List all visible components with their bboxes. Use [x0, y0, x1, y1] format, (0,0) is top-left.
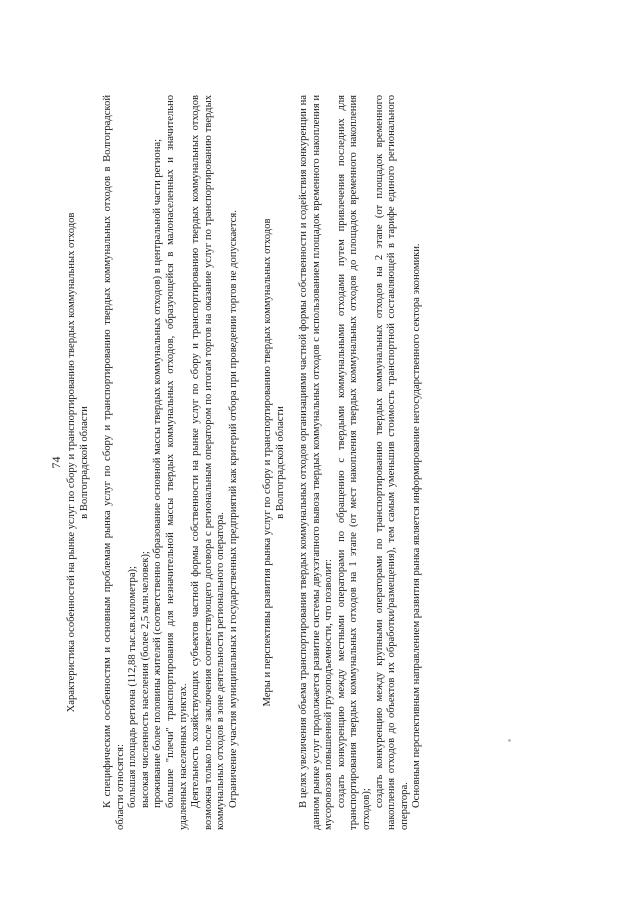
intro-paragraph: В целях увеличения объема транспортирования твердых коммунальных отходов организациями частной формы собственности и содействия конкуренции на данном рынке услуг продолжается развитие системы двухэтапного вывоза твердых коммунальных отходов с использованием площадок временного накопления и мусоровозов повышенной грузоподъемности, что позволит:	[298, 95, 335, 830]
section-title-line: в Волгоградской области	[274, 406, 286, 519]
section-title-line: в Волгоградской области	[78, 406, 90, 519]
section-title-measures	[262, 135, 287, 790]
list-item: проживание более половины жителей (соответственно образование основной массы твердых коммунальных отходов) в центральной части региона;	[152, 138, 164, 808]
rotated-landscape-page	[50, 95, 535, 830]
section-body-characteristics	[102, 95, 241, 830]
list-item: большие "плечи" транспортирования для незначительной массы твердых коммунальных отходов, образующейся в малонаселенных и значительно удаленных населенных пунктах.	[164, 95, 189, 830]
conclusion-paragraph: Основным перспективным направлением развития рынка является информирование негосударственного сектора экономики.	[411, 243, 423, 808]
scan-speck	[508, 739, 511, 742]
section-title-characteristics	[66, 135, 91, 790]
section-body-measures	[298, 95, 424, 830]
list-item: большая площадь региона (112,88 тыс.кв.километра);	[127, 565, 139, 808]
section-title-line: Характеристика особенностей на рынке услуг по сбору и транспортированию твердых коммунальных отходов	[66, 212, 77, 713]
list-item: создать конкуренцию между местными операторами по обращению с твердыми коммунальными отходами путем привлечения последних для транспортирования твердых коммунальных отходов на 1 этапе (от мест накопления твердых коммунальных отходов до площадок временного накопления отходов);	[335, 95, 372, 830]
intro-paragraph: К специфическим особенностям и основным проблемам рынка услуг по сбору и транспортированию твердых коммунальных отходов в Волгоградской области относятся:	[102, 95, 126, 830]
list-item: высокая численность населения (более 2,5 млн.человек);	[139, 551, 151, 808]
body-paragraph: Ограничение участия муниципальных и государственных предприятий как критерий отбора при проведении торгов не допускается.	[227, 210, 239, 808]
list-item: создать конкуренцию между крупными операторами по транспортированию твердых коммунальных отходов на 2 этапе (от площадок временного накопления отходов до объектов их обработки/размещения), тем самым уменьшив стоимость транспортной составляющей в тарифе единого регионального оператора.	[373, 95, 410, 830]
body-paragraph: Деятельность хозяйствующих субъектов частной формы собственности на рынке услуг по сбору и транспортированию твердых коммунальных отходов возможна только после заключения соответствующего договора с региональным оператором по итогам торгов на оказание услуг по транспортированию твердых коммунальных отходов в зоне деятельности регионального оператора.	[190, 95, 227, 830]
page-number: 74	[49, 456, 63, 469]
section-title-line: Меры и перспективы развития рынка услуг по сбору и транспортированию твердых коммунальных отходов	[262, 218, 273, 707]
